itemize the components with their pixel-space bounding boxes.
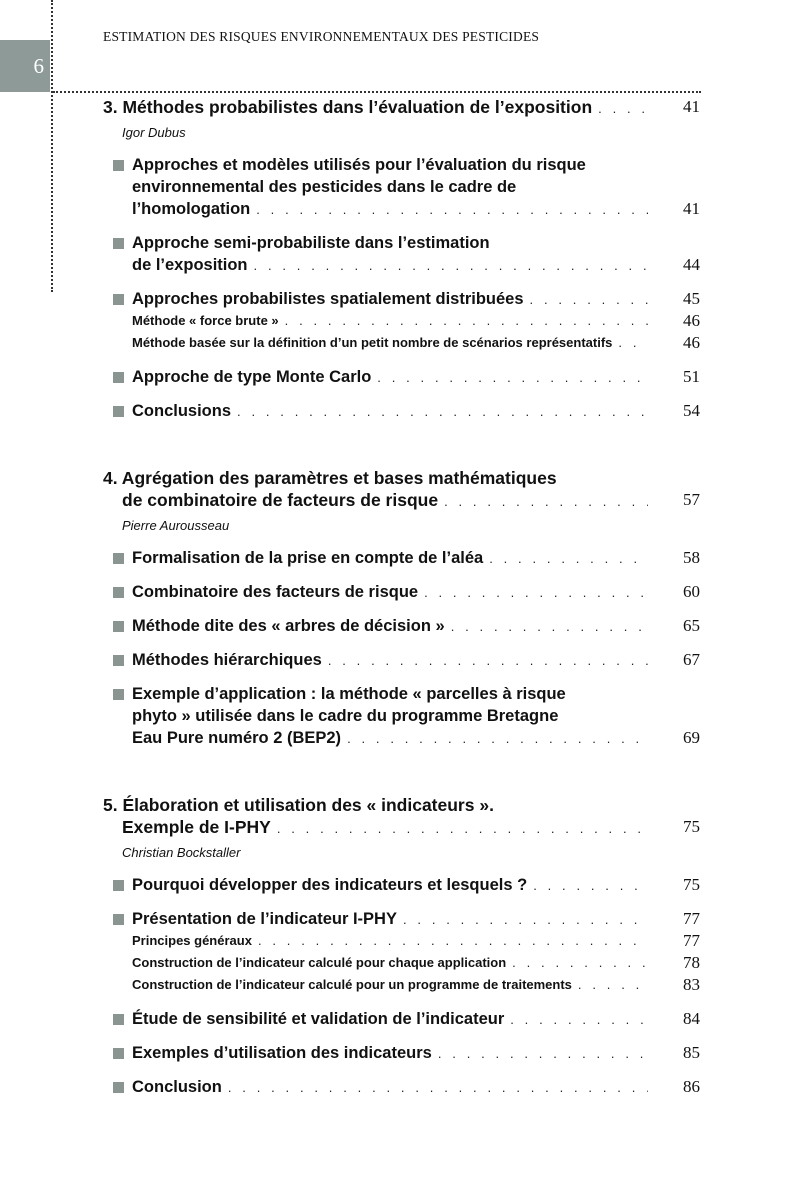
page-ref: 77 <box>683 931 700 950</box>
entry-text: Formalisation de la prise en compte de l’aléa <box>132 549 484 567</box>
item-title-line <box>132 232 700 254</box>
square-bullet-icon <box>113 621 124 632</box>
toc-item <box>103 581 700 603</box>
section-author: Christian Bockstaller <box>122 845 241 860</box>
page-ref: 86 <box>683 1077 700 1096</box>
page-ref: 85 <box>683 1043 700 1062</box>
item-title-line[interactable] <box>132 908 700 930</box>
page-number-tab <box>0 40 50 92</box>
toc-subitem <box>103 310 700 332</box>
page-ref: 46 <box>683 333 700 352</box>
subitem-line[interactable] <box>132 974 700 996</box>
entry-text: Combinatoire des facteurs de risque <box>132 583 419 601</box>
table-of-contents <box>103 96 700 1098</box>
subitem-line[interactable] <box>132 332 700 354</box>
toc-item <box>103 874 700 896</box>
toc-subitem <box>103 930 700 952</box>
page-ref: 58 <box>683 548 700 567</box>
toc-item <box>103 615 700 637</box>
page-ref: 54 <box>683 401 700 420</box>
entry-text: environnemental des pesticides dans le cadre de <box>132 178 517 196</box>
running-title: ESTIMATION DES RISQUES ENVIRONNEMENTAUX DES PESTICIDES <box>103 29 540 44</box>
section-title-line <box>103 467 700 489</box>
toc-subitem <box>103 332 700 354</box>
entry-text: Méthode basée sur la définition d’un petit nombre de scénarios représentatifs <box>132 335 613 350</box>
page-ref: 41 <box>683 97 700 116</box>
item-title-line[interactable] <box>132 366 700 388</box>
toc-item <box>103 366 700 388</box>
section-title-line[interactable] <box>103 96 700 118</box>
dot-leader <box>512 952 648 974</box>
page-ref: 78 <box>683 953 700 972</box>
section-author: Pierre Aurousseau <box>122 518 230 533</box>
entry-text: 3. Méthodes probabilistes dans l’évaluation de l’exposition <box>103 97 593 117</box>
square-bullet-icon <box>113 553 124 564</box>
entry-text: 4. Agrégation des paramètres et bases mathématiques <box>103 468 557 488</box>
entry-text: Conclusions <box>132 402 232 420</box>
dot-leader <box>510 1009 648 1031</box>
toc-item <box>103 649 700 671</box>
square-bullet-icon <box>113 880 124 891</box>
dot-leader <box>451 616 648 638</box>
dot-leader <box>578 974 648 996</box>
subitem-line[interactable] <box>132 930 700 952</box>
item-title-line <box>132 154 700 176</box>
square-bullet-icon <box>113 914 124 925</box>
page-ref: 51 <box>683 367 700 386</box>
square-bullet-icon <box>113 160 124 171</box>
item-title-line[interactable] <box>132 874 700 896</box>
item-title-line <box>132 705 700 727</box>
entry-text: Construction de l’indicateur calculé pour chaque application <box>132 955 507 970</box>
item-title-line[interactable] <box>132 727 700 749</box>
square-bullet-icon <box>113 238 124 249</box>
dot-leader <box>328 650 648 672</box>
dot-leader <box>598 98 648 120</box>
item-title-line[interactable] <box>132 649 700 671</box>
page-number: 6 <box>33 53 44 78</box>
dot-leader <box>285 310 648 332</box>
square-bullet-icon <box>113 1014 124 1025</box>
square-bullet-icon <box>113 655 124 666</box>
toc-item <box>103 1008 700 1030</box>
section-title-line[interactable] <box>103 816 700 838</box>
dot-leader <box>444 491 648 513</box>
item-title-line[interactable] <box>132 288 700 310</box>
dot-leader <box>254 255 648 277</box>
item-title-line[interactable] <box>132 615 700 637</box>
entry-text: Pourquoi développer des indicateurs et lesquels ? <box>132 876 528 894</box>
toc-subitem <box>103 952 700 974</box>
entry-text: phyto » utilisée dans le cadre du programme Bretagne <box>132 707 559 725</box>
entry-text: Principes généraux <box>132 933 252 948</box>
entry-text: Méthodes hiérarchiques <box>132 651 322 669</box>
dotted-header-rule <box>53 91 701 93</box>
page-ref: 83 <box>683 975 700 994</box>
page-ref: 65 <box>683 616 700 635</box>
toc-item <box>103 547 700 569</box>
dot-leader <box>530 289 648 311</box>
item-title-line[interactable] <box>132 400 700 422</box>
entry-text: Méthode dite des « arbres de décision » <box>132 617 445 635</box>
entry-text: de combinatoire de facteurs de risque <box>122 490 439 510</box>
toc-item <box>103 683 700 749</box>
page-ref: 60 <box>683 582 700 601</box>
toc-item <box>103 400 700 422</box>
dot-leader <box>347 728 648 750</box>
page-ref: 84 <box>683 1009 700 1028</box>
page-ref: 57 <box>683 490 700 509</box>
item-title-line[interactable] <box>132 1076 700 1098</box>
toc-item <box>103 1042 700 1064</box>
page-ref: 41 <box>683 199 700 218</box>
entry-text: Conclusion <box>132 1078 222 1096</box>
page-ref: 67 <box>683 650 700 669</box>
dot-leader <box>489 548 648 570</box>
dot-leader <box>438 1043 648 1065</box>
toc-item <box>103 232 700 276</box>
page-ref: 77 <box>683 909 700 928</box>
square-bullet-icon <box>113 406 124 417</box>
dot-leader <box>258 930 648 952</box>
page-ref: 69 <box>683 728 700 747</box>
item-title-line[interactable] <box>132 1008 700 1030</box>
square-bullet-icon <box>113 689 124 700</box>
toc-item <box>103 908 700 930</box>
square-bullet-icon <box>113 1082 124 1093</box>
entry-text: Présentation de l’indicateur I-PHY <box>132 910 397 928</box>
toc-subitem <box>103 974 700 996</box>
entry-text: Construction de l’indicateur calculé pour un programme de traitements <box>132 977 572 992</box>
dot-leader <box>277 818 648 840</box>
entry-text: l’homologation <box>132 200 251 218</box>
toc-item <box>103 1076 700 1098</box>
page-ref: 75 <box>683 875 700 894</box>
square-bullet-icon <box>113 294 124 305</box>
dot-leader <box>424 582 648 604</box>
dot-leader <box>533 875 648 897</box>
square-bullet-icon <box>113 587 124 598</box>
item-title-line[interactable] <box>132 547 700 569</box>
item-title-line <box>132 176 700 198</box>
item-title-line[interactable] <box>132 581 700 603</box>
dotted-margin-line <box>51 0 53 292</box>
page-ref: 75 <box>683 817 700 836</box>
item-title-line <box>132 683 700 705</box>
section-author: Igor Dubus <box>122 125 186 140</box>
section-title-line[interactable] <box>103 489 700 511</box>
entry-text: de l’exposition <box>132 256 248 274</box>
dot-leader <box>237 401 648 423</box>
entry-text: Approche semi-probabiliste dans l’estimation <box>132 234 490 252</box>
entry-text: Approche de type Monte Carlo <box>132 368 372 386</box>
toc-section <box>103 467 700 749</box>
item-title-line[interactable] <box>132 254 700 276</box>
dot-leader <box>256 199 648 221</box>
toc-item <box>103 288 700 310</box>
entry-text: Eau Pure numéro 2 (BEP2) <box>132 729 342 747</box>
toc-section <box>103 794 700 1098</box>
subitem-line[interactable] <box>132 310 700 332</box>
page-ref: 46 <box>683 311 700 330</box>
entry-text: Méthode « force brute » <box>132 313 279 328</box>
page-ref: 45 <box>683 289 700 308</box>
item-title-line[interactable] <box>132 198 700 220</box>
entry-text: 5. Élaboration et utilisation des « indicateurs ». <box>103 795 494 815</box>
square-bullet-icon <box>113 372 124 383</box>
section-title-line <box>103 794 700 816</box>
item-title-line[interactable] <box>132 1042 700 1064</box>
toc-item <box>103 154 700 220</box>
entry-text: Approches et modèles utilisés pour l’évaluation du risque <box>132 156 586 174</box>
entry-text: Exemple d’application : la méthode « parcelles à risque <box>132 685 566 703</box>
page-ref: 44 <box>683 255 700 274</box>
entry-text: Approches probabilistes spatialement distribuées <box>132 290 524 308</box>
dot-leader <box>403 909 648 931</box>
toc-section <box>103 96 700 422</box>
dot-leader <box>228 1077 648 1099</box>
subitem-line[interactable] <box>132 952 700 974</box>
dot-leader <box>618 332 648 354</box>
entry-text: Étude de sensibilité et validation de l’indicateur <box>132 1010 505 1028</box>
square-bullet-icon <box>113 1048 124 1059</box>
entry-text: Exemples d’utilisation des indicateurs <box>132 1044 432 1062</box>
dot-leader <box>377 367 648 389</box>
entry-text: Exemple de I-PHY <box>122 817 271 837</box>
